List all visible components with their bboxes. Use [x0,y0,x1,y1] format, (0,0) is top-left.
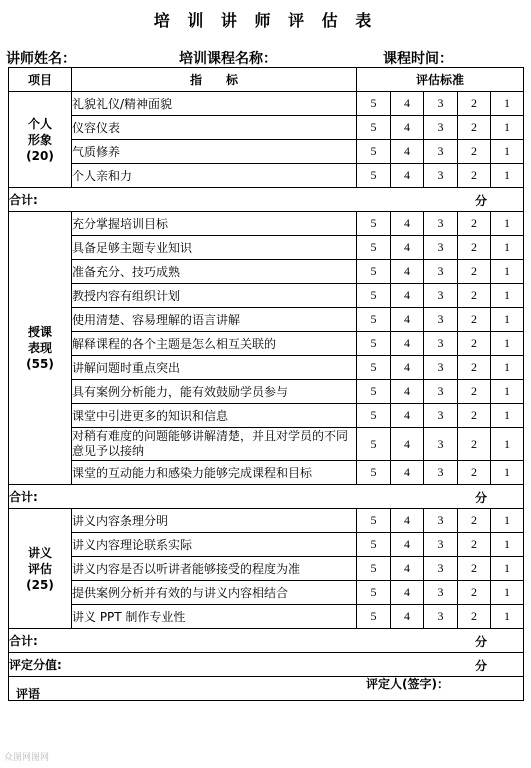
indicator-item: 解释课程的各个主题是怎么相互关联的 [72,332,357,356]
score-option[interactable]: 4 [391,533,424,557]
score-option[interactable]: 3 [424,509,458,533]
comment-row [9,677,524,701]
score-option[interactable]: 2 [458,308,491,332]
comment-label: 评语 [16,687,41,701]
score-option[interactable]: 3 [424,140,458,164]
score-option[interactable]: 1 [491,356,524,380]
score-option[interactable]: 3 [424,116,458,140]
indicator-item: 仪容仪表 [72,116,357,140]
score-option[interactable]: 2 [458,557,491,581]
score-option[interactable]: 1 [491,332,524,356]
score-option[interactable]: 3 [424,236,458,260]
score-option[interactable]: 1 [491,461,524,485]
score-option[interactable]: 1 [491,308,524,332]
subtotal-row [9,188,524,212]
score-option[interactable]: 1 [491,140,524,164]
score-option[interactable]: 3 [424,164,458,188]
score-option[interactable]: 5 [357,260,391,284]
score-option[interactable]: 4 [391,332,424,356]
table-row [9,533,524,557]
subtotal-cell [9,629,524,653]
score-option[interactable]: 4 [391,557,424,581]
table-row [9,557,524,581]
score-option[interactable]: 5 [357,509,391,533]
score-option[interactable]: 4 [391,116,424,140]
score-option[interactable]: 4 [391,380,424,404]
score-option[interactable]: 1 [491,284,524,308]
score-option[interactable]: 1 [491,260,524,284]
score-option[interactable]: 1 [491,164,524,188]
table-row [9,461,524,485]
form-title: 培 训 讲 师 评 估 表 [153,11,378,30]
score-option[interactable]: 4 [391,428,424,461]
score-option[interactable]: 3 [424,533,458,557]
indicator-item: 讲解问题时重点突出 [72,356,357,380]
table-row [9,92,524,116]
score-option[interactable]: 3 [424,428,458,461]
trainer-name-label: 讲师姓名： [6,51,76,67]
score-option[interactable]: 3 [424,284,458,308]
score-option[interactable]: 1 [491,557,524,581]
score-option[interactable]: 5 [357,605,391,629]
score-option[interactable]: 1 [491,92,524,116]
score-option[interactable]: 2 [458,140,491,164]
comment-cell [9,677,524,701]
score-option[interactable]: 1 [491,236,524,260]
section-name-line: 形象 [27,132,52,147]
section-name-line: (25) [26,577,54,592]
score-option[interactable]: 4 [391,140,424,164]
table-row [9,260,524,284]
score-option[interactable]: 2 [458,284,491,308]
score-option[interactable]: 3 [424,605,458,629]
score-option[interactable]: 2 [458,116,491,140]
score-option[interactable]: 1 [491,605,524,629]
score-option[interactable]: 5 [357,284,391,308]
table-row [9,581,524,605]
score-option[interactable]: 5 [357,92,391,116]
score-option[interactable]: 2 [458,380,491,404]
indicator-item: 讲义内容条理分明 [72,509,357,533]
indicator-item: 具有案例分析能力，能有效鼓励学员参与 [72,380,357,404]
score-option[interactable]: 5 [357,380,391,404]
score-option[interactable]: 3 [424,308,458,332]
score-option[interactable]: 4 [391,581,424,605]
evaluator-signature-label: 评定人(签字)： [366,677,450,691]
column-header-item: 项目 [9,68,72,92]
watermark: 众图网图网 [4,753,50,763]
indicator-item: 课堂中引进更多的知识和信息 [72,404,357,428]
score-option[interactable]: 4 [391,509,424,533]
table-row [9,116,524,140]
score-option[interactable]: 1 [491,212,524,236]
score-option[interactable]: 4 [391,212,424,236]
score-option[interactable]: 3 [424,356,458,380]
score-option[interactable]: 5 [357,308,391,332]
score-option[interactable]: 5 [357,212,391,236]
subtotal-unit: 分 [475,194,488,208]
score-option[interactable]: 4 [391,236,424,260]
indicator-item: 气质修养 [72,140,357,164]
section-name [9,509,72,629]
table-row [9,140,524,164]
indicator-item: 教授内容有组织计划 [72,284,357,308]
score-option[interactable]: 5 [357,404,391,428]
subtotal-label: 合计: [9,490,38,504]
indicator-item: 讲义 PPT 制作专业性 [72,605,357,629]
score-option[interactable]: 5 [357,116,391,140]
score-option[interactable]: 5 [357,140,391,164]
indicator-item: 个人亲和力 [72,164,357,188]
table-row [9,356,524,380]
score-option[interactable]: 5 [357,236,391,260]
score-option[interactable]: 3 [424,404,458,428]
section-name-line: 评估 [27,561,52,576]
table-row [9,332,524,356]
column-header-indicator: 指 标 [72,68,357,92]
score-option[interactable]: 2 [458,332,491,356]
subtotal-label: 合计: [9,193,38,207]
indicator-item: 具备足够主题专业知识 [72,236,357,260]
score-option[interactable]: 4 [391,461,424,485]
indicator-item: 对稍有难度的问题能够讲解清楚，并且对学员的不同意见予以接纳 [72,428,357,461]
score-option[interactable]: 4 [391,260,424,284]
final-score-cell [9,653,524,677]
score-option[interactable]: 2 [458,212,491,236]
score-option[interactable]: 2 [458,605,491,629]
score-option[interactable]: 4 [391,164,424,188]
table-row [9,605,524,629]
score-option[interactable]: 1 [491,404,524,428]
score-option[interactable]: 1 [491,533,524,557]
table-row [9,428,524,461]
score-option[interactable]: 2 [458,533,491,557]
score-option[interactable]: 4 [391,605,424,629]
indicator-item: 礼貌礼仪/精神面貌 [72,92,357,116]
indicator-item: 准备充分、技巧成熟 [72,260,357,284]
score-option[interactable]: 3 [424,260,458,284]
score-option[interactable]: 3 [424,581,458,605]
course-name-label: 培训课程名称： [179,51,277,67]
table-row [9,164,524,188]
score-option[interactable]: 2 [458,260,491,284]
table-row [9,380,524,404]
score-option[interactable]: 3 [424,332,458,356]
score-option[interactable]: 5 [357,428,391,461]
score-option[interactable]: 2 [458,461,491,485]
score-option[interactable]: 4 [391,92,424,116]
final-score-row [9,653,524,677]
section-name-line: 授课 [27,325,52,339]
score-option[interactable]: 3 [424,92,458,116]
score-option[interactable]: 5 [357,581,391,605]
table-row [9,212,524,236]
subtotal-cell [9,188,524,212]
score-option[interactable]: 4 [391,356,424,380]
score-option[interactable]: 2 [458,164,491,188]
score-option[interactable]: 2 [458,92,491,116]
table-header-row [9,68,524,92]
score-option[interactable]: 3 [424,212,458,236]
score-option[interactable]: 5 [357,533,391,557]
score-option[interactable]: 3 [424,380,458,404]
indicator-item: 使用清楚、容易理解的语言讲解 [72,308,357,332]
score-option[interactable]: 2 [458,428,491,461]
indicator-item: 课堂的互动能力和感染力能够完成课程和目标 [72,461,357,485]
indicator-item: 提供案例分析并有效的与讲义内容相结合 [72,581,357,605]
table-row [9,308,524,332]
table-row [9,404,524,428]
table-row [9,236,524,260]
subtotal-label: 合计: [9,634,38,648]
score-option[interactable]: 2 [458,236,491,260]
column-header-standard: 评估标准 [357,68,524,92]
evaluation-table [8,67,524,701]
score-option[interactable]: 2 [458,404,491,428]
subtotal-unit: 分 [475,491,488,505]
score-option[interactable]: 5 [357,461,391,485]
course-time-label: 课程时间： [383,51,453,67]
subtotal-unit: 分 [475,635,488,649]
indicator-item: 充分掌握培训目标 [72,212,357,236]
score-option[interactable]: 2 [458,356,491,380]
score-option[interactable]: 2 [458,581,491,605]
score-option[interactable]: 1 [491,581,524,605]
score-option[interactable]: 5 [357,332,391,356]
subtotal-row [9,629,524,653]
score-option[interactable]: 3 [424,461,458,485]
section-name-line: (20) [26,148,54,163]
table-row [9,509,524,533]
score-option[interactable]: 4 [391,308,424,332]
score-option[interactable]: 1 [491,116,524,140]
final-score-label: 评定分值: [9,658,62,672]
score-option[interactable]: 1 [491,380,524,404]
indicator-item: 讲义内容是否以听讲者能够接受的程度为准 [72,557,357,581]
section-name-line: 表现 [27,341,52,355]
score-option[interactable]: 4 [391,404,424,428]
section-name-line: (55) [26,357,54,371]
subtotal-cell [9,485,524,509]
table-row [9,284,524,308]
score-option[interactable]: 5 [357,164,391,188]
section-name [9,212,72,485]
section-name-line: 讲义 [27,545,52,560]
section-name [9,92,72,188]
score-option[interactable]: 1 [491,509,524,533]
score-option[interactable]: 4 [391,284,424,308]
final-score-unit: 分 [475,659,488,673]
indicator-item: 讲义内容理论联系实际 [72,533,357,557]
score-option[interactable]: 3 [424,557,458,581]
score-option[interactable]: 1 [491,428,524,461]
score-option[interactable]: 5 [357,557,391,581]
score-option[interactable]: 2 [458,509,491,533]
section-name-line: 个人 [27,116,52,131]
score-option[interactable]: 5 [357,356,391,380]
subtotal-row [9,485,524,509]
